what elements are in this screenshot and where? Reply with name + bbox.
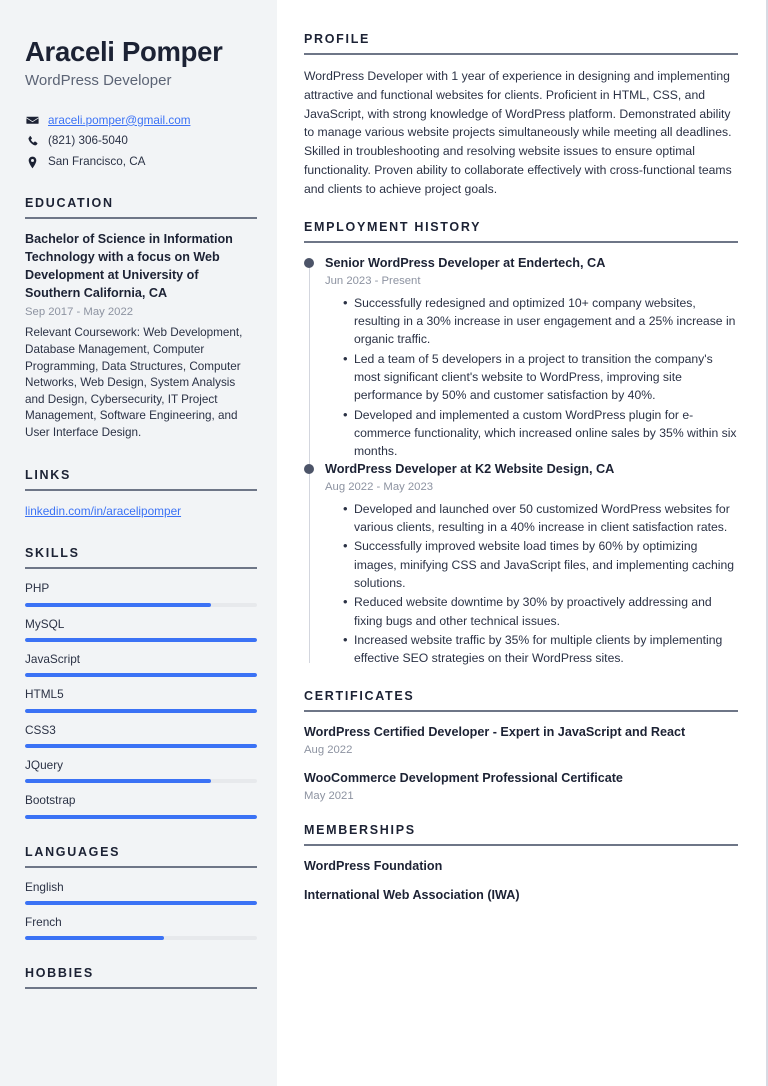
skill-item	[25, 652, 257, 677]
certificate-item	[304, 724, 738, 759]
candidate-job-title: WordPress Developer	[25, 71, 172, 89]
employment-bullet: • Reduced website downtime by 30% by proactively addressing and fixing bugs and other technical issues.	[343, 593, 738, 630]
education-degree: Bachelor of Science in Information Technology with a focus on Web Development at University of Southern California, CA	[25, 232, 233, 300]
timeline-rail	[309, 467, 310, 663]
main-column	[277, 0, 766, 1086]
certificates-heading: CERTIFICATES	[304, 689, 738, 712]
language-label: French	[25, 914, 62, 929]
skill-label: PHP	[25, 581, 50, 596]
skill-item	[25, 758, 257, 783]
education-description: Relevant Coursework: Web Development, Database Management, Computer Programming, Data Structures, Computer Networks, Web Design, System Analysis and Design, Cybersecurity, IT Project Management, Software Engineering, and User Interface Design.	[25, 326, 243, 439]
timeline-dot-icon	[304, 464, 314, 474]
language-item	[25, 915, 257, 940]
employment-bullet: • Developed and launched over 50 customized WordPress websites for various clients, resulting in a 40% increase in client satisfaction rates.	[343, 500, 738, 537]
profile-section	[304, 32, 738, 198]
contact-phone-row	[25, 133, 257, 149]
employment-bullet-list	[325, 294, 738, 461]
language-label: English	[25, 879, 64, 894]
employment-date: Jun 2023 - Present	[325, 274, 421, 287]
contact-location-row	[25, 154, 257, 170]
skill-item	[25, 723, 257, 748]
employment-timeline	[304, 255, 738, 667]
skills-heading: SKILLS	[25, 546, 257, 569]
skill-level-fill	[25, 709, 257, 713]
certificates-section	[304, 689, 738, 804]
skill-item	[25, 687, 257, 712]
skill-level-bar	[25, 815, 257, 819]
skills-section	[25, 546, 257, 818]
employment-entry	[304, 255, 738, 460]
links-section	[25, 468, 257, 521]
employment-title: Senior WordPress Developer at Endertech, CA	[325, 256, 606, 271]
sidebar	[0, 0, 277, 1086]
memberships-list	[304, 858, 738, 904]
contact-email-row[interactable]	[25, 113, 257, 129]
employment-bullet: • Successfully improved website load times by 60% by optimizing images, minifying CSS and JavaScript files, and implementing caching solutions.	[343, 537, 738, 592]
language-level-bar	[25, 901, 257, 905]
language-level-bar	[25, 936, 257, 940]
certificate-date: Aug 2022	[304, 744, 353, 757]
skill-level-fill	[25, 779, 211, 783]
education-section	[25, 196, 257, 442]
linkedin-link[interactable]: linkedin.com/in/aracelipomper	[25, 503, 182, 518]
skills-list	[25, 581, 257, 818]
membership-item: WordPress Foundation	[304, 858, 443, 873]
employment-date: Aug 2022 - May 2023	[325, 480, 434, 493]
employment-bullet: • Developed and implemented a custom WordPress plugin for e-commerce functionality, which increased online sales by 35% within six months.	[343, 406, 738, 461]
language-level-fill	[25, 936, 164, 940]
employment-title: WordPress Developer at K2 Website Design, CA	[325, 462, 615, 477]
employment-bullet-list	[325, 500, 738, 668]
profile-heading: PROFILE	[304, 32, 738, 55]
skill-label: Bootstrap	[25, 793, 76, 808]
links-heading: LINKS	[25, 468, 257, 491]
skill-label: JavaScript	[25, 651, 81, 666]
timeline-dot-icon	[304, 258, 314, 268]
languages-list	[25, 880, 257, 941]
skill-level-fill	[25, 638, 257, 642]
hobbies-heading: HOBBIES	[25, 966, 257, 989]
skill-level-bar	[25, 673, 257, 677]
membership-item: International Web Association (IWA)	[304, 888, 520, 903]
skill-label: JQuery	[25, 757, 64, 772]
certificate-item	[304, 770, 738, 805]
phone-icon	[25, 135, 39, 148]
skill-level-bar	[25, 779, 257, 783]
employment-entry	[304, 461, 738, 667]
certificates-list	[304, 724, 738, 804]
link-item[interactable]	[25, 503, 257, 521]
education-date: Sep 2017 - May 2022	[25, 305, 134, 318]
skill-level-fill	[25, 815, 257, 819]
certificate-title: WordPress Certified Developer - Expert in JavaScript and React	[304, 725, 686, 740]
map-pin-icon	[25, 156, 39, 169]
profile-text: WordPress Developer with 1 year of experience in designing and implementing attractive and functional websites for clients. Proficient in HTML, CSS, and JavaScript, with strong knowledge of WordPress platform. Demonstrated ability to manage various website projects simultaneously while meeting all deadlines. Skilled in troubleshooting and resolving website issues to ensure optimal functionality. Proven ability to collaborate effectively with cross-functional teams and clients to achieve project goals.	[304, 69, 732, 196]
contact-email-link[interactable]: araceli.pomper@gmail.com	[48, 113, 191, 127]
candidate-name: Araceli Pomper	[25, 36, 223, 67]
timeline-rail	[309, 261, 310, 466]
skill-label: HTML5	[25, 687, 64, 702]
language-item	[25, 880, 257, 905]
skill-level-bar	[25, 638, 257, 642]
skill-item	[25, 617, 257, 642]
certificate-title: WooCommerce Development Professional Certificate	[304, 770, 623, 785]
memberships-section	[304, 823, 738, 904]
skill-level-fill	[25, 603, 211, 607]
skill-label: CSS3	[25, 722, 56, 737]
envelope-icon	[25, 114, 39, 127]
language-level-fill	[25, 901, 257, 905]
skill-item	[25, 581, 257, 606]
skill-item	[25, 793, 257, 818]
employment-heading: EMPLOYMENT HISTORY	[304, 220, 738, 243]
contact-phone-text: (821) 306-5040	[48, 134, 128, 148]
skill-level-bar	[25, 709, 257, 713]
skill-level-fill	[25, 673, 257, 677]
employment-bullet: • Successfully redesigned and optimized 10+ company websites, resulting in a 30% increase in user engagement and a 25% increase in organic traffic.	[343, 294, 738, 349]
certificate-date: May 2021	[304, 789, 354, 802]
employment-bullet: • Increased website traffic by 35% for multiple clients by implementing effective SEO strategies on their WordPress sites.	[343, 631, 738, 668]
languages-section	[25, 845, 257, 941]
languages-heading: LANGUAGES	[25, 845, 257, 868]
employment-section	[304, 220, 738, 667]
employment-bullet: • Led a team of 5 developers in a project to transition the company's most significant client's website to WordPress, improving site performance by 50% and customer satisfaction by 40%.	[343, 350, 738, 405]
education-heading: EDUCATION	[25, 196, 257, 219]
skill-label: MySQL	[25, 616, 65, 631]
contact-location-text: San Francisco, CA	[48, 155, 146, 169]
skill-level-bar	[25, 744, 257, 748]
hobbies-section	[25, 966, 257, 989]
memberships-heading: MEMBERSHIPS	[304, 823, 738, 846]
skill-level-bar	[25, 603, 257, 607]
skill-level-fill	[25, 744, 257, 748]
contact-list	[25, 113, 257, 170]
